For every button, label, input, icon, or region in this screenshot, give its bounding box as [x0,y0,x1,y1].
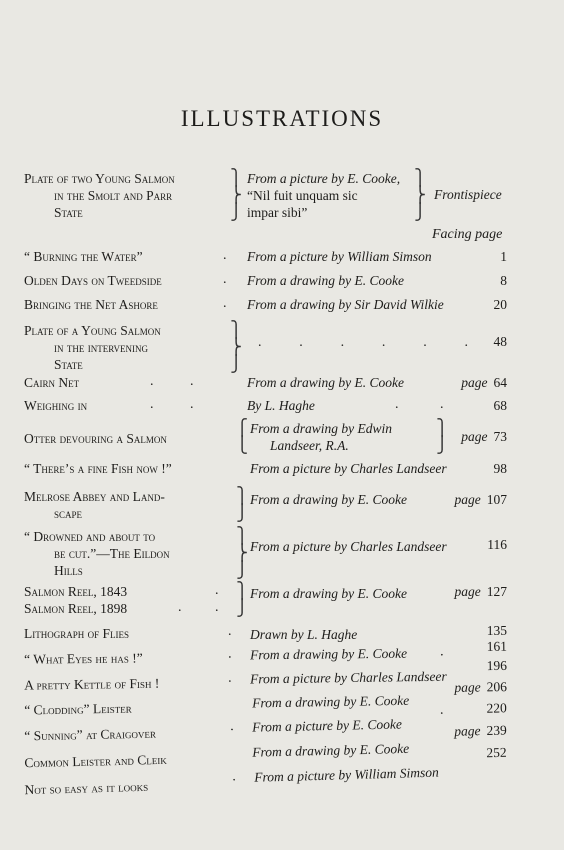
entry-source: From a drawing by E. Cooke [250,492,407,507]
entry-title: “ There’s a fine Fish now !” [24,461,172,476]
page-title: ILLUSTRATIONS [180,106,384,131]
entry-title: Not so easy as it looks [24,778,149,798]
entry-source: From a picture by Charles Landseer [250,668,447,687]
entry-source: From a picture by Charles Landseer [250,461,447,476]
entry-page: 252 [486,744,507,761]
entry-page: 220 [486,700,507,716]
entry-title: Plate of a Young Salmon in the intervening State [24,323,161,372]
leader-dot: . [228,624,232,639]
entry-page: 8 [500,273,507,288]
right-brace: ⎫ ⎭ [236,583,248,617]
entry-title: Cairn Net [24,375,80,390]
entry-page: page 127 [454,584,507,599]
entry-title: Melrose Abbey and Land- scape [24,489,165,521]
entry-page: 1 [500,249,507,264]
entry-page: 68 [493,398,507,413]
leader-dot: . [190,374,194,389]
entry-page: page 64 [461,375,507,390]
entry-source: From a picture by William Simson [247,249,432,264]
entry-title: A pretty Kettle of Fish ! [24,675,160,693]
entry-source: From a drawing by E. Cooke [247,375,404,390]
entry-page: 135 [486,623,507,638]
entry-source: From a drawing by E. Cooke [250,645,408,663]
leader-dot: . [439,644,444,660]
right-brace: ⎫ ⎭ [236,488,248,522]
entry-title: Olden Days on Tweedside [24,273,162,288]
entry-source: From a drawing by E. Cooke [252,692,410,711]
entry-title: Common Leister and Cleik [24,751,167,771]
entry-source: By L. Haghe [247,398,315,413]
right-brace: ⎫ ⎬ ⎭ [230,322,242,373]
entry-source: From a drawing by E. Cooke [250,586,407,601]
entry-title: “ Burning the Water” [24,249,143,264]
leader-dot: . [215,583,219,598]
entry-title: Lithograph of Flies [24,626,130,641]
entry-page: 196 [486,657,508,674]
entry-source: From a picture by E. Cooke [252,716,403,735]
leader-dot: . [223,296,227,311]
entry-page: 116 [487,537,507,552]
entry-title: “ Sunning” at Craigover [24,725,157,744]
leader-dot: . [439,702,444,718]
entry-page: 48 [493,334,507,349]
leader-dot: . [223,248,227,263]
facing-page-label: Facing page [432,227,503,242]
entry-source: From a drawing by Sir David Wilkie [247,297,444,312]
entry-source: Drawn by L. Haghe [250,627,358,642]
leader-dot: . [178,600,182,615]
entry-title: Salmon Reel, 1843 [24,584,128,599]
entry-source: From a drawing by E. Cooke [252,740,410,760]
right-brace: ⎫ ⎬ ⎭ [236,528,248,579]
entry-page: 161 [486,638,508,654]
entry-page: page 239 [454,722,507,739]
entry-source: From a picture by William Simson [254,764,440,785]
entry-source: From a picture by Charles Landseer [250,539,447,554]
entry-page: page 206 [454,679,508,695]
entry-source: From a drawing by Edwin Landseer, R.A. [250,421,393,453]
entry-title: “ Drowned and about to be cut.”—The Eildon Hills [24,529,170,578]
leader-dot: . [223,272,227,287]
right-brace: ⎫ ⎬ ⎭ [414,170,426,221]
entry-title: Plate of two Young Salmon in the Smolt and Parr State [24,171,175,220]
entry-title: “ What Eyes he has !” [24,650,143,667]
entry-title: “ Clodding” Leister [24,700,132,718]
leader-dot: . [232,769,236,785]
entry-page: 98 [493,461,507,476]
right-brace: ⎫ ⎬ ⎭ [230,170,242,221]
entry-source: From a drawing by E. Cooke [247,273,404,288]
right-brace: ⎫ ⎭ [436,420,448,454]
left-brace: ⎧ ⎩ [236,420,248,454]
entry-title: Otter devouring a Salmon [24,431,167,446]
entry-page: Frontispiece [434,187,502,202]
entry-page: 20 [493,297,507,312]
entry-page: page 73 [461,429,507,444]
leader-dots: . . . . . . [258,335,468,350]
leader-dot: . [150,397,154,412]
leader-dot: . [440,397,444,412]
leader-dot: . [395,397,399,412]
entry-title: Weighing in [24,398,88,413]
leader-dot: . [228,670,232,686]
entry-title: Bringing the Net Ashore [24,297,158,312]
leader-dot: . [150,374,154,389]
leader-dot: . [190,397,194,412]
entry-title: Salmon Reel, 1898 [24,601,128,616]
entry-page: page 107 [454,492,507,507]
leader-dot: . [215,600,219,615]
entry-source: From a picture by E. Cooke, “Nil fuit unquam sic impar sibi” [247,171,401,220]
leader-dot: . [228,646,232,662]
leader-dot: . [230,719,234,735]
